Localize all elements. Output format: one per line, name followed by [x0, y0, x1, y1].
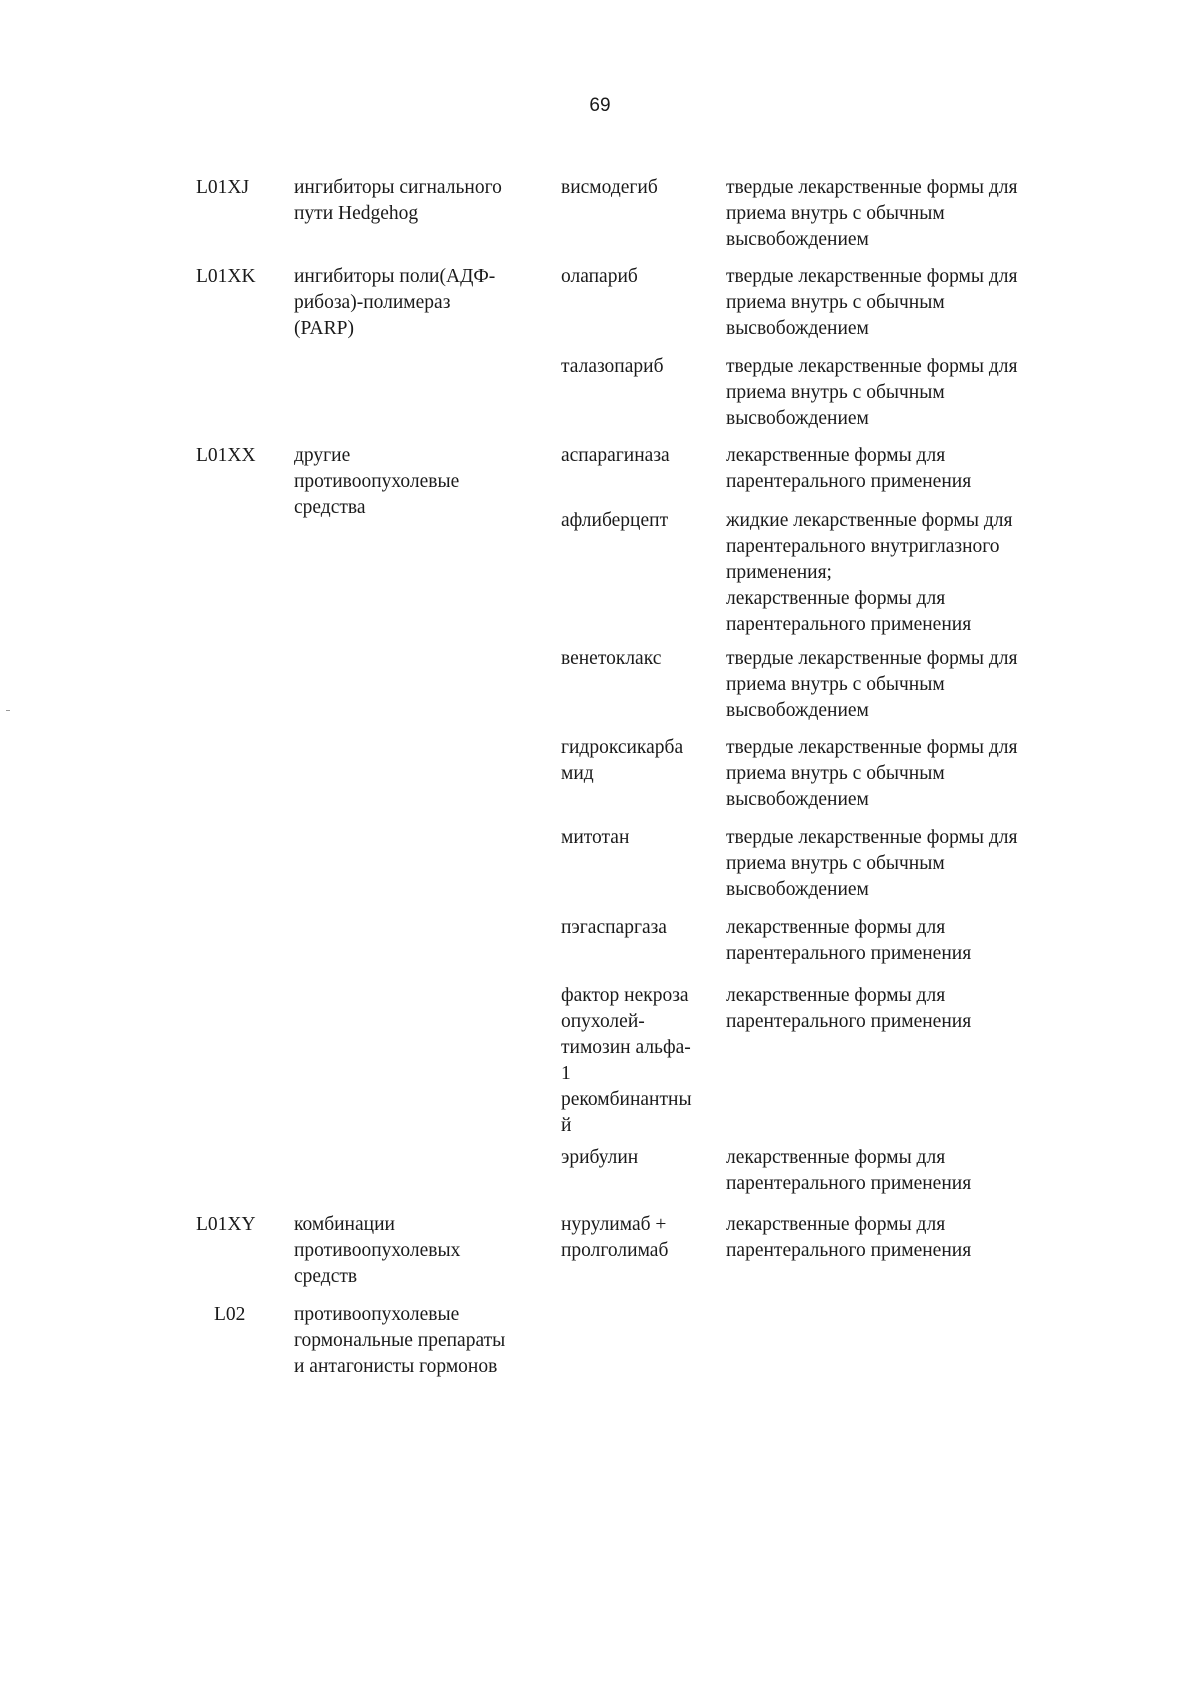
dosage-form: лекарственные формы для парентерального применения — [726, 1147, 972, 1194]
atc-code: L02 — [214, 1304, 246, 1325]
atc-group-name: другие противоопухолевые средства — [294, 445, 460, 518]
dosage-form: твердые лекарственные формы для приема внутрь с обычным высвобождением — [726, 266, 1018, 339]
dosage-form: твердые лекарственные формы для приема внутрь с обычным высвобождением — [726, 356, 1018, 429]
dosage-form: твердые лекарственные формы для приема внутрь с обычным высвобождением — [726, 827, 1018, 900]
drug-name: талазопариб — [561, 356, 664, 377]
atc-code: L01XK — [196, 266, 256, 287]
drug-name: эрибулин — [561, 1147, 639, 1168]
dosage-form: твердые лекарственные формы для приема внутрь с обычным высвобождением — [726, 648, 1018, 721]
scan-speck — [6, 710, 10, 711]
drug-name: аспарагиназа — [561, 445, 670, 466]
dosage-form: твердые лекарственные формы для приема внутрь с обычным высвобождением — [726, 737, 1018, 810]
atc-group-name: ингибиторы поли(АДФ- рибоза)-полимераз (PARP) — [294, 266, 496, 339]
dosage-form: лекарственные формы для парентерального применения — [726, 917, 972, 964]
atc-code: L01XJ — [196, 177, 250, 198]
dosage-form: твердые лекарственные формы для приема внутрь с обычным высвобождением — [726, 177, 1018, 250]
drug-name: митотан — [561, 827, 630, 848]
dosage-form: жидкие лекарственные формы для парентерального внутриглазного применения; лекарственные формы для парентерального применения — [726, 510, 1013, 635]
drug-name: олапариб — [561, 266, 638, 287]
dosage-form: лекарственные формы для парентерального применения — [726, 985, 972, 1032]
dosage-form: лекарственные формы для парентерального применения — [726, 445, 972, 492]
atc-code: L01XX — [196, 445, 256, 466]
drug-name: нурулимаб + пролголимаб — [561, 1214, 669, 1261]
drug-name: фактор некроза опухолей- тимозин альфа- 1 рекомбинантны й — [561, 985, 692, 1136]
drug-name: пэгаспаргаза — [561, 917, 667, 938]
drug-name: венетоклакс — [561, 648, 662, 669]
atc-group-name: ингибиторы сигнального пути Hedgehog — [294, 177, 502, 224]
atc-group-name: противоопухолевые гормональные препараты и антагонисты гормонов — [294, 1304, 506, 1377]
page-number: 69 — [589, 95, 611, 116]
atc-code: L01XY — [196, 1214, 256, 1235]
drug-name: афлиберцепт — [561, 510, 669, 531]
atc-group-name: комбинации противоопухолевых средств — [294, 1214, 461, 1287]
dosage-form: лекарственные формы для парентерального применения — [726, 1214, 972, 1261]
drug-name: гидроксикарба мид — [561, 737, 684, 784]
drug-name: висмодегиб — [561, 177, 658, 198]
